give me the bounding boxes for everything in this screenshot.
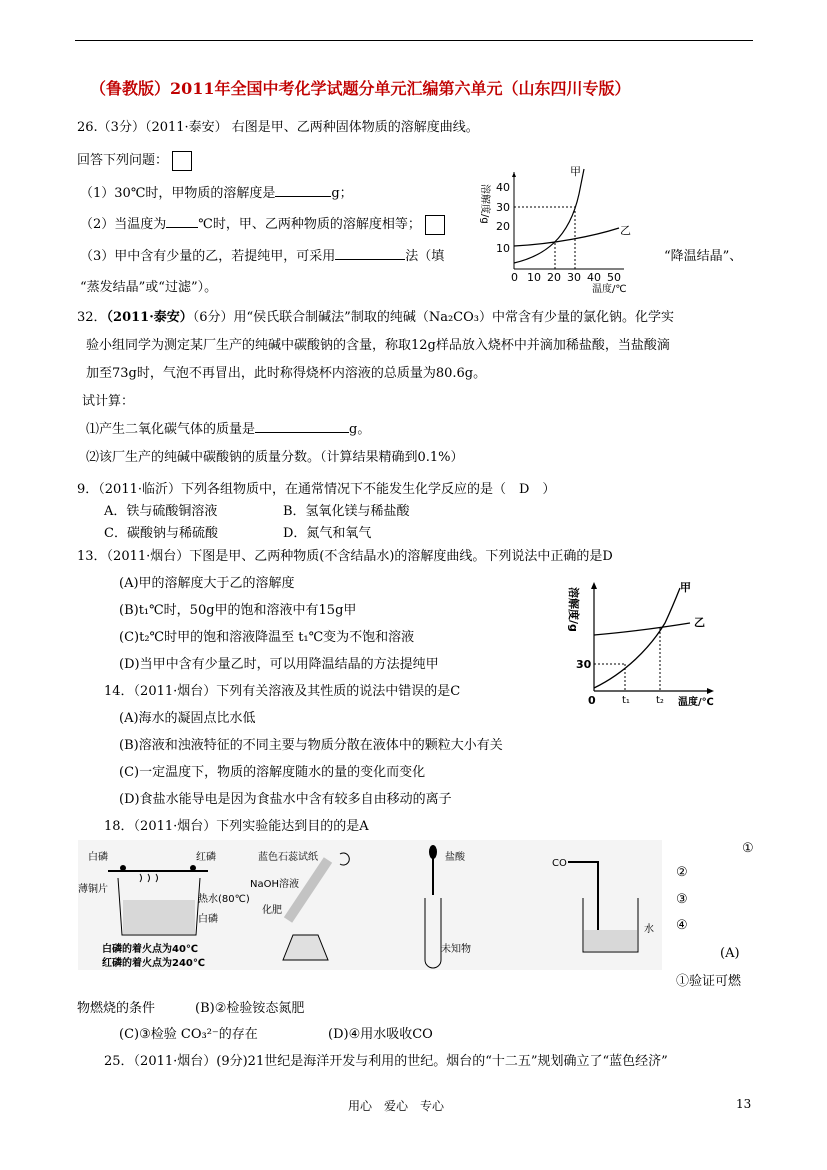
y-arrow: [512, 172, 516, 177]
q26-stem: 26.（3分）（2011·泰安） 右图是甲、乙两种固体物质的溶解度曲线。: [77, 120, 479, 135]
label-fertilizer: 化肥: [262, 905, 282, 916]
figure-marker-2: ②: [676, 865, 688, 880]
q14-option-a: (A)海水的凝固点比水低: [119, 711, 256, 726]
q14-option-c: (C)一定温度下，物质的溶解度随水的量的变化而变化: [119, 765, 426, 780]
x-tick: 50: [607, 271, 621, 284]
label-unknown: 未知物: [441, 944, 471, 955]
label-naoh: NaOH溶液: [250, 879, 299, 890]
q26-part3-cont: “蒸发结晶”或“过滤”）。: [80, 280, 218, 295]
q32-line2: 验小组同学为测定某厂生产的纯碱中碳酸钠的含量，称取12g样品放入烧杯中并滴加稀盐酸，当盐酸滴: [86, 338, 670, 353]
x-tick: 40: [587, 271, 601, 284]
q18-option-a-text: ①验证可燃: [676, 974, 742, 989]
label-red-phosphorus: 红磷: [196, 852, 216, 863]
q13-solubility-chart: [567, 578, 720, 710]
q32-line6: ⑵该厂生产的纯碱中碳酸钠的质量分数。（计算结果精确到0.1%）: [86, 450, 464, 465]
q14-option-d: (D)食盐水能导电是因为食盐水中含有较多自由移动的离子: [119, 792, 452, 807]
q9-option-c: C．碳酸钠与稀硫酸: [104, 526, 218, 541]
q32-line5: ⑴产生二氧化碳气体的质量是 g。: [86, 422, 371, 437]
q18-experiment-figures: [78, 840, 662, 970]
figure-marker-3: ③: [676, 892, 688, 907]
y-arrow: [591, 582, 597, 589]
x-tick-t2: t₂: [656, 695, 664, 706]
y-tick: 20: [496, 220, 510, 233]
q13-stem: 13．（2011·烟台）下图是甲、乙两种物质(不含结晶水)的溶解度曲线。下列说法中正确的是D: [77, 549, 613, 564]
curve-jia: [594, 588, 680, 688]
q9-option-d: D．氮气和氧气: [283, 526, 372, 541]
q9-option-b: B．氢氧化镁与稀盐酸: [283, 504, 410, 519]
answer-box: [172, 151, 192, 171]
q13-option-a: (A)甲的溶解度大于乙的溶解度: [119, 576, 295, 591]
document-title: （鲁教版）2011年全国中考化学试题分单元汇编第六单元（山东四川专版）: [90, 79, 631, 98]
series-label-jia: 甲: [680, 581, 691, 594]
series-label-jia: 甲: [570, 165, 581, 178]
page-number: 13: [736, 1097, 752, 1111]
red-phosphorus-dot: [190, 865, 196, 871]
q32-line1: 32．（2011·泰安）（6分）用“侯氏联合制碱法”制取的纯碱（Na₂CO₃）中常含有少量的氯化钠。化学实: [77, 310, 674, 325]
y-axis-label: 溶解度/g: [479, 184, 490, 224]
water-4: [584, 930, 637, 951]
y-axis-label: 溶解度/g: [567, 587, 580, 632]
x-tick: 0: [511, 271, 518, 284]
q9-stem: 9．（2011·临沂）下列各组物质中，在通常情况下不能发生化学反应的是（ D ）: [77, 482, 556, 497]
x-arrow: [707, 688, 714, 694]
q13-option-c: (C)t₂℃时甲的饱和溶液降温至 t₁℃变为不饱和溶液: [119, 630, 415, 645]
water-1: [123, 900, 195, 934]
x-tick: 30: [567, 271, 581, 284]
footer-motto: 用心 爱心 专心: [348, 1099, 445, 1113]
q13-option-d: (D)当甲中含有少量乙时，可以用降温结晶的方法提纯甲: [119, 657, 439, 672]
label-hot-water: 热水(80℃): [198, 894, 250, 905]
y-tick: 10: [496, 242, 510, 255]
q18-option-a-label: (A): [720, 946, 740, 961]
q26-part3-option: “降温结晶”、: [664, 249, 743, 264]
label-litmus: 蓝色石蕊试纸: [258, 852, 318, 863]
q26-part1: （1）30℃时，甲物质的溶解度是 g；: [80, 186, 353, 201]
q18-option-b: (B)②检验铵态氮肥: [195, 1001, 305, 1016]
white-phosphorus-dot: [120, 865, 126, 871]
q26-part3: （3）甲中含有少量的乙，若提纯甲，可采用 法（填: [80, 249, 445, 264]
note-1: 白磷的着火点为40℃: [102, 944, 199, 955]
answer-blank[interactable]: [335, 259, 405, 260]
y-tick: 30: [496, 201, 510, 214]
x-tick: 20: [547, 271, 561, 284]
label-co: CO: [552, 858, 567, 869]
q14-stem: 14．（2011·烟台）下列有关溶液及其性质的说法中错误的是C: [104, 684, 461, 699]
q26-solubility-chart: [479, 164, 634, 295]
x-axis-label: 温度/℃: [678, 697, 714, 708]
q9-option-a: A．铁与硫酸铜溶液: [104, 504, 218, 519]
label-white-phosphorus: 白磷: [88, 852, 108, 863]
q18-option-c: (C)③检验 CO₃²⁻的存在: [119, 1027, 258, 1042]
q26-prompt: 回答下列问题：: [77, 149, 192, 171]
curve-yi: [594, 623, 690, 635]
y-tick: 30: [576, 658, 592, 671]
q32-line4: 试计算：: [82, 394, 135, 409]
curve-yi: [514, 228, 619, 246]
q18-option-d: (D)④用水吸收CO: [328, 1027, 433, 1042]
label-hcl: 盐酸: [445, 852, 465, 863]
x-axis-label: 温度/℃: [592, 284, 627, 295]
figure-marker-4: ④: [676, 918, 688, 933]
x-tick: 10: [527, 271, 541, 284]
x-origin: 0: [588, 694, 596, 707]
q25-stem: 25．（2011·烟台）(9分)21世纪是海洋开发与利用的世纪。烟台的“十二五”规划确立了“蓝色经济”: [104, 1054, 668, 1069]
answer-blank[interactable]: [255, 432, 349, 433]
curve-jia: [514, 169, 584, 263]
x-tick-t1: t₁: [622, 695, 630, 706]
answer-blank[interactable]: [166, 227, 198, 228]
label-white-phosphorus-2: 白磷: [198, 914, 218, 925]
answer-box: [425, 215, 445, 235]
answer-blank[interactable]: [275, 196, 331, 197]
figure-marker-1: ①: [742, 841, 754, 856]
dropper-bulb: [429, 845, 437, 859]
y-tick: 40: [496, 181, 510, 194]
series-label-yi: 乙: [620, 224, 631, 237]
q13-option-b: (B)t₁℃时，50g甲的饱和溶液中有15g甲: [119, 603, 357, 618]
label-copper-sheet: 薄铜片: [78, 884, 108, 895]
q18-option-a-cont: 物燃烧的条件: [77, 1001, 156, 1016]
q14-option-b: (B)溶液和浊液特征的不同主要与物质分散在液体中的颗粒大小有关: [119, 738, 503, 753]
q32-line3: 加至73g时，气泡不再冒出，此时称得烧杯内溶液的总质量为80.6g。: [86, 366, 487, 381]
note-2: 红磷的着火点为240℃: [102, 958, 205, 969]
label-water: 水: [644, 924, 654, 935]
series-label-yi: 乙: [694, 616, 705, 629]
q18-stem: 18．（2011·烟台）下列实验能达到目的的是A: [104, 819, 369, 834]
q26-part2: （2）当温度为 ℃时，甲、乙两种物质的溶解度相等；: [80, 213, 445, 235]
header-rule: [75, 40, 753, 41]
